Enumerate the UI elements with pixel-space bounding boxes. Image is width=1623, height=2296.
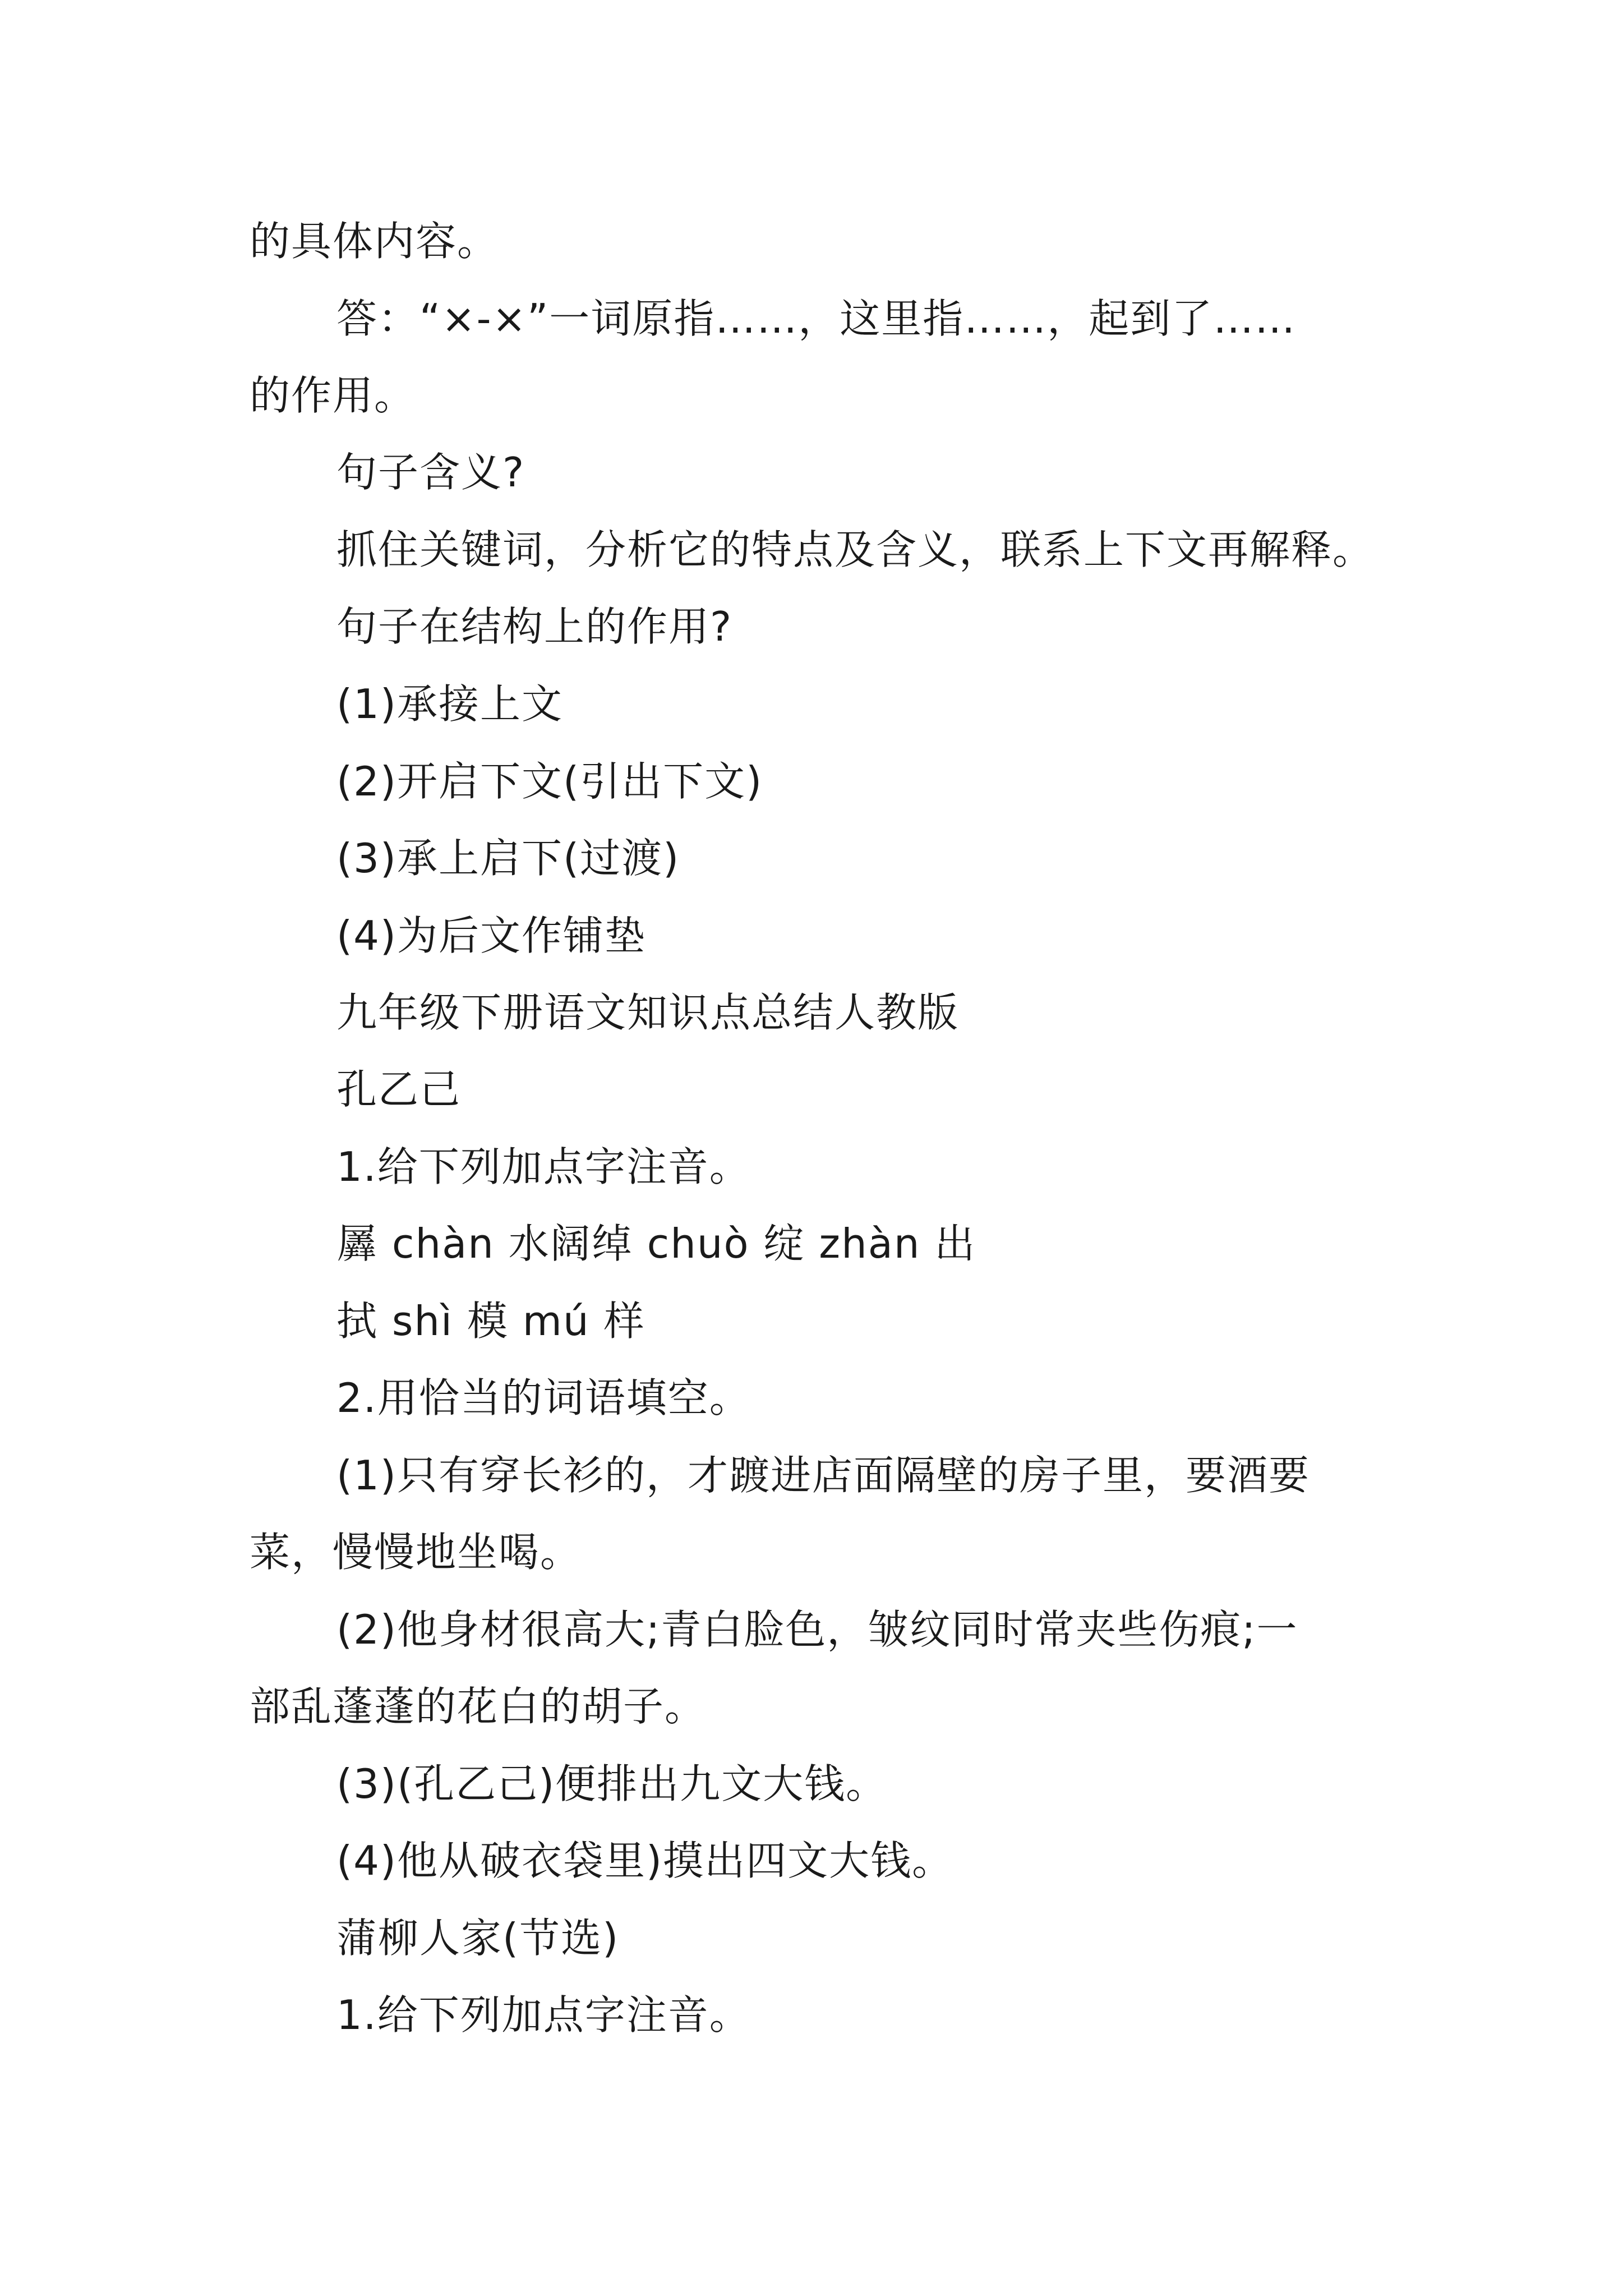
text-line: 答：“×-×”一词原指……，这里指……，起到了…… <box>336 295 1297 342</box>
text-line: 菜，慢慢地坐喝。 <box>250 1529 582 1576</box>
text-line: 句子含义? <box>336 449 525 496</box>
text-line: (3)(孔乙己)便排出九文大钱。 <box>336 1760 888 1807</box>
text-line: (1)只有穿长衫的，才踱进店面隔壁的房子里，要酒要 <box>336 1452 1310 1499</box>
lesson-title: 蒲柳人家(节选) <box>336 1915 620 1962</box>
section-heading: 九年级下册语文知识点总结人教版 <box>336 989 960 1036</box>
text-line: (2)开启下文(引出下文) <box>336 758 763 805</box>
text-line: 的具体内容。 <box>250 218 499 265</box>
text-line: (4)他从破衣袋里)摸出四文大钱。 <box>336 1837 954 1884</box>
text-line: (4)为后文作铺垫 <box>336 912 646 959</box>
text-line: (1)承接上文 <box>336 680 563 728</box>
text-line: 抓住关键词，分析它的特点及含义，联系上下文再解释。 <box>336 526 1375 573</box>
text-line: 句子在结构上的作用? <box>336 603 733 650</box>
text-line: (3)承上启下(过渡) <box>336 835 680 882</box>
text-line: 部乱蓬蓬的花白的胡子。 <box>250 1683 707 1730</box>
text-line: 的作用。 <box>250 372 416 419</box>
lesson-title: 孔乙己 <box>336 1066 462 1113</box>
text-line: 2.用恰当的词语填空。 <box>336 1374 751 1421</box>
text-line: 1.给下列加点字注音。 <box>336 1143 751 1190</box>
text-line: 1.给下列加点字注音。 <box>336 1991 751 2039</box>
text-line: 羼 chàn 水阔绰 chuò 绽 zhàn 出 <box>336 1220 976 1267</box>
text-line: (2)他身材很高大;青白脸色，皱纹同时常夹些伤痕;一 <box>336 1606 1298 1653</box>
text-line: 拭 shì 模 mú 样 <box>336 1297 645 1345</box>
